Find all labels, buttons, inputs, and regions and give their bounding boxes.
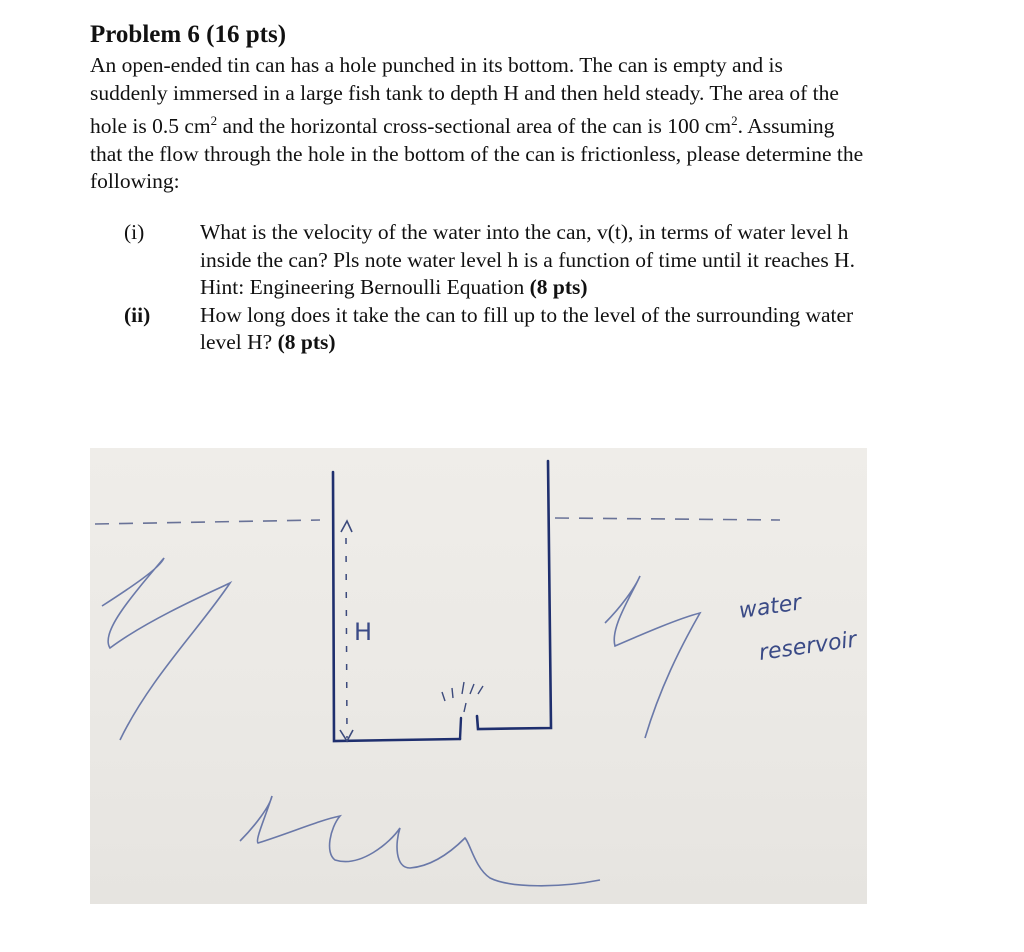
question-line [200,329,970,357]
statement-line: suddenly immersed in a large fish tank to depth H and then held steady. The area of the [90,80,839,105]
question-line [200,274,970,302]
jet-stroke [462,682,464,694]
question-line: inside the can? Pls note water level h is a function of time until it reaches H. [200,247,855,272]
superscript: 2 [210,113,218,128]
tank-sketch [90,448,867,904]
question-points: (8 pts) [529,275,588,299]
question-item [90,302,970,357]
jet-stroke [470,684,474,694]
statement-line [90,107,970,141]
hole-edge [460,718,461,739]
depth-label: H [354,618,373,646]
can-wall-left [333,472,460,741]
jet-stroke [442,692,445,701]
statement-text: . Assuming [737,114,835,139]
water-surface-right [555,518,780,520]
question-line: What is the velocity of the water into the can, v(t), in terms of water level h [200,220,849,244]
statement-line: following: [90,169,180,194]
depth-arrowhead-bottom [340,730,353,741]
depth-arrow-line [346,538,347,738]
statement-text: hole is 0.5 cm [90,114,211,139]
question-text [200,302,970,357]
water-squiggle-bottom [240,796,600,886]
problem-statement [90,52,970,196]
jet-stroke [478,686,483,694]
statement-line: An open-ended tin can has a hole punched in its bottom. The can is empty and is [90,53,783,77]
reservoir-label-line2: reservoir [757,627,859,666]
jet-stroke [452,688,453,698]
question-item [90,219,970,302]
question-text [200,219,970,302]
depth-arrowhead-top [341,521,352,532]
statement-text: and the horizontal cross-sectional area of the can is 100 cm [217,114,732,139]
problem-title: Problem 6 (16 pts) [90,21,287,48]
jet-stroke [464,703,466,712]
hint-text: Hint: Engineering Bernoulli Equation [200,275,530,299]
water-surface-left [95,520,320,524]
question-number: (ii) [124,302,151,327]
question-text-tail: level H? [200,330,278,354]
superscript: 2 [731,113,738,128]
question-line: How long does it take the can to fill up to the level of the surrounding water [200,302,854,327]
question-points: (8 pts) [277,330,336,354]
can-wall-right [477,461,551,729]
question-list [90,219,970,357]
water-squiggle-left [102,558,230,740]
reservoir-label-line1: water [737,590,803,624]
statement-line: that the flow through the hole in the bottom of the can is frictionless, please determine the [90,141,864,166]
question-number: (i) [124,220,145,244]
sketch-photo [90,448,867,904]
water-squiggle-right [605,576,700,738]
